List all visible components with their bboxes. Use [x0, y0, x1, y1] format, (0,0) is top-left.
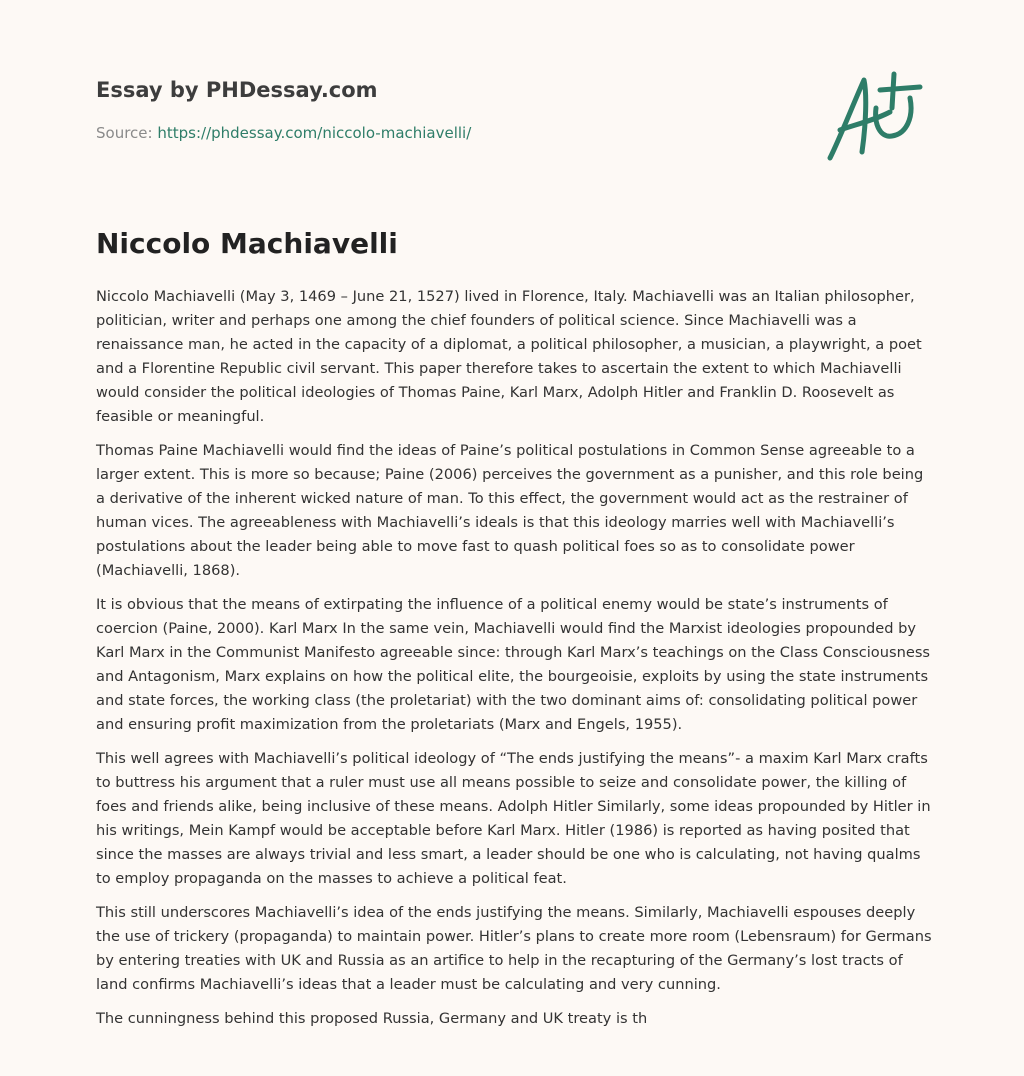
source-line	[96, 123, 471, 143]
essay-paragraph: Niccolo Machiavelli (May 3, 1469 – June 21, 1527) lived in Florence, Italy. Machiavelli was an Italian philosopher, politician, writer and perhaps one among the chief founders of political science. Since Machiavelli was a renaissance man, he acted in the capacity of a diplomat, a political philosopher, a musician, a playwright, a poet and a Florentine Republic civil servant. This paper therefore takes to ascertain the extent to which Machiavelli would consider the political ideologies of Thomas Paine, Karl Marx, Adolph Hitler and Franklin D. Roosevelt as feasible or meaningful.	[96, 288, 922, 425]
essay-title: Niccolo Machiavelli	[96, 227, 398, 260]
essay-paragraph: This well agrees with Machiavelli’s political ideology of “The ends justifying the means”- a maxim Karl Marx crafts to buttress his argument that a ruler must use all means possible to seize and consolidate power, the killing of foes and friends alike, being inclusive of these means. Adolph Hitler Similarly, some ideas propounded by Hitler in his writings, Mein Kampf would be acceptable before Karl Marx. Hitler (1986) is reported as having posited that since the masses are always trivial and less smart, a leader should be one who is calculating, not having qualms to employ propaganda on the masses to achieve a political feat.	[96, 750, 931, 887]
essay-paragraph: It is obvious that the means of extirpating the influence of a political enemy would be state’s instruments of coercion (Paine, 2000). Karl Marx In the same vein, Machiavelli would find the Marxist ideologies propounded by Karl Marx in the Communist Manifesto agreeable since: through Karl Marx’s teachings on the Class Consciousness and Antagonism, Marx explains on how the political elite, the bourgeoisie, exploits by using the state instruments and state forces, the working class (the proletariat) with the two dominant aims of: consolidating political power and ensuring profit maximization from the proletariats (Marx and Engels, 1955).	[96, 596, 931, 733]
essay-body	[96, 285, 932, 1041]
source-link[interactable]: https://phdessay.com/niccolo-machiavelli/	[157, 124, 472, 142]
essay-paragraph: The cunningness behind this proposed Russia, Germany and UK treaty is th	[96, 1010, 648, 1027]
source-label: Source:	[96, 124, 153, 142]
essay-paragraph: Thomas Paine Machiavelli would find the ideas of Paine’s political postulations in Common Sense agreeable to a larger extent. This is more so because; Paine (2006) perceives the government as a punisher, and this role being a derivative of the inherent wicked nature of man. To this effect, the government would act as the restrainer of human vices. The agreeableness with Machiavelli’s ideals is that this ideology marries well with Machiavelli’s postulations about the leader being able to move fast to quash political foes so as to consolidate power (Machiavelli, 1868).	[96, 442, 924, 579]
a-plus-grade-icon	[820, 68, 928, 164]
site-title: Essay by PHDessay.com	[96, 78, 378, 102]
essay-paragraph: This still underscores Machiavelli’s idea of the ends justifying the means. Similarly, Machiavelli espouses deeply the use of trickery (propaganda) to maintain power. Hitler’s plans to create more room (Lebensraum) for Germans by entering treaties with UK and Russia as an artifice to help in the recapturing of the Germany’s lost tracts of land confirms Machiavelli’s ideas that a leader must be calculating and very cunning.	[96, 904, 932, 993]
